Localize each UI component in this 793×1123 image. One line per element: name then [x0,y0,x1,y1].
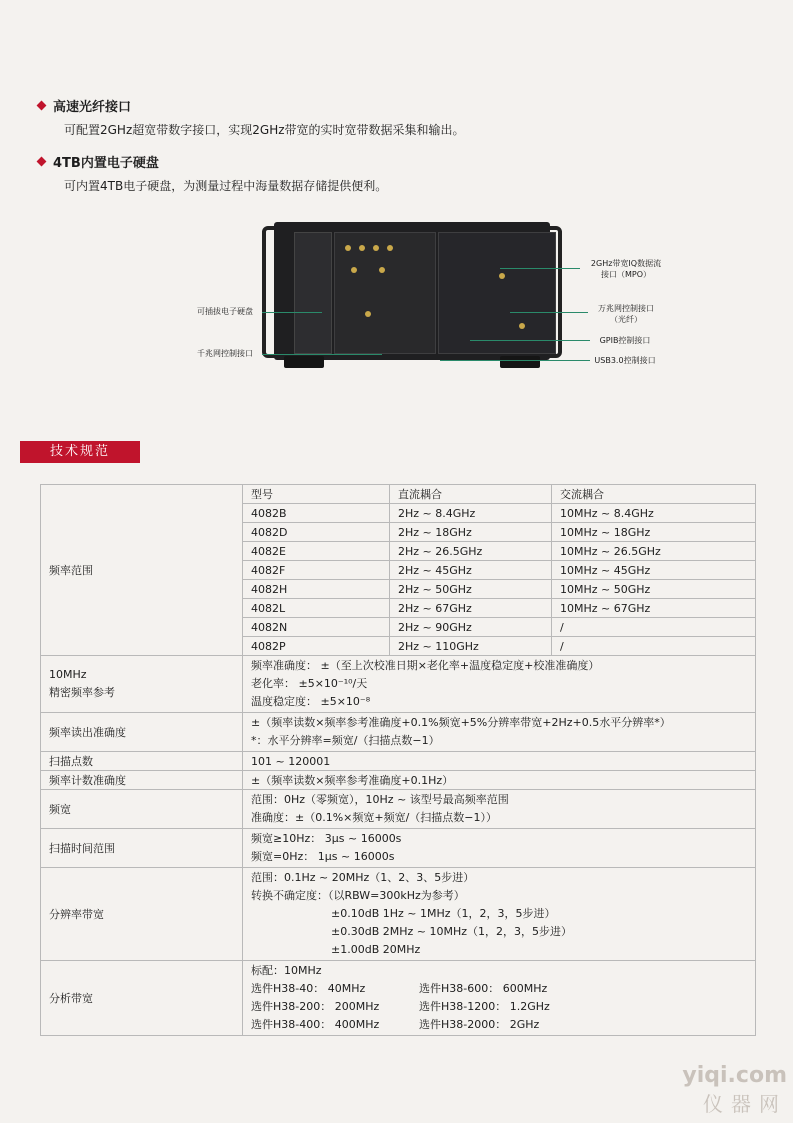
callout-iq: 2GHz带宽IQ数据流 接口（MPO） [590,259,662,279]
callout-disk: 可插拔电子硬盘 [197,307,253,316]
table-row: 分析带宽 标配：10MHz 选件H38-40： 40MHz 选件H38-600： 600MHz 选件H38-200： 200MHz 选件H38-1200： 1.2GHz 选件H38-400： 400MHz 选件H38-2000： 2GHz [41,961,756,1036]
feature-title: 4TB内置电子硬盘 [53,156,159,171]
feature-title: 高速光纤接口 [53,100,132,115]
table-row: 扫描时间范围 频宽≥10Hz： 3μs ~ 16000s 频宽=0Hz： 1μs ~ 16000s [41,829,756,868]
callout-usb: USB3.0控制接口 [594,356,656,365]
feature-disk [38,152,387,194]
diamond-bullet-icon [37,101,47,111]
table-row: 4082F 2Hz ~ 45GHz 10MHz ~ 45GHz [41,561,756,580]
feature-fiber [38,96,465,138]
spec-table [40,484,756,1036]
diamond-bullet-icon [37,157,47,167]
table-row: 4082E 2Hz ~ 26.5GHz 10MHz ~ 26.5GHz [41,542,756,561]
table-row: 4082L 2Hz ~ 67GHz 10MHz ~ 67GHz [41,599,756,618]
callout-gpib: GPIB控制接口 [599,336,651,345]
table-row: 频宽 范围：0Hz（零频宽），10Hz ~ 该型号最高频率范围 准确度：±（0.1%×频宽+频宽/（扫描点数−1）） [41,790,756,829]
callout-giga: 千兆网控制接口 [197,349,253,358]
watermark-logo: yiqi.com 仪器网 [682,1063,787,1116]
table-row: 4082B 2Hz ~ 8.4GHz 10MHz ~ 8.4GHz [41,504,756,523]
table-row: 10MHz 精密频率参考 频率准确度： ±（至上次校准日期×老化率+温度稳定度+校准准确度） 老化率： ±5×10⁻¹⁰/天 温度稳定度： ±5×10⁻⁸ [41,656,756,713]
section-title: 技术规范 [20,441,140,463]
label-ref: 10MHz 精密频率参考 [41,656,243,713]
table-row: 分辨率带宽 范围：0.1Hz ~ 20MHz（1、2、3、5步进） 转换不确定度：（以RBW=300kHz为参考） ±0.10dB 1Hz ~ 1MHz（1，2，3，5步进） ±0.30dB 2MHz ~ 10MHz（1，2，3，5步进） ±1.00dB 20MHz [41,868,756,961]
table-row: 4082D 2Hz ~ 18GHz 10MHz ~ 18GHz [41,523,756,542]
table-row: 扫描点数 101 ~ 120001 [41,752,756,771]
callout-10g: 万兆网控制接口 （光纤） [598,304,654,324]
label-freq-range: 频率范围 [41,485,243,656]
table-row: 4082N 2Hz ~ 90GHz / [41,618,756,637]
feature-desc: 可内置4TB电子硬盘，为测量过程中海量数据存储提供便利。 [64,179,388,193]
table-row: 4082P 2Hz ~ 110GHz / [41,637,756,656]
table-row: 频率读出准确度 ±（频率读数×频率参考准确度+0.1%频宽+5%分辨率带宽+2Hz+0.5水平分辨率*） *：水平分辨率=频宽/（扫描点数−1） [41,713,756,752]
table-row: 频率范围 型号 直流耦合 交流耦合 [41,485,756,504]
feature-desc: 可配置2GHz超宽带数字接口，实现2GHz带宽的实时宽带数据采集和输出。 [64,123,465,137]
table-row: 4082H 2Hz ~ 50GHz 10MHz ~ 50GHz [41,580,756,599]
instrument-rear-panel-image [262,218,562,368]
table-row: 频率计数准确度 ±（频率读数×频率参考准确度+0.1Hz） [41,771,756,790]
